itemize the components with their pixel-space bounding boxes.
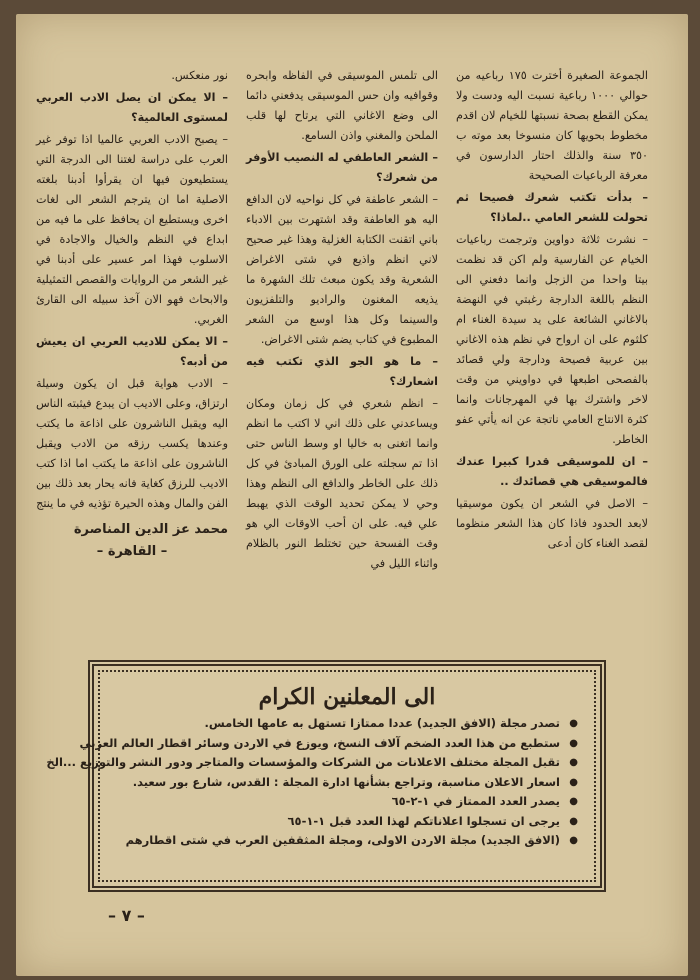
interview-question: – بدأت تكتب شعرك فصيحا ثم تحولت للشعر العامي ..لماذا؟ bbox=[456, 191, 648, 224]
interview-question: – الا يمكن للاديب العربي ان يعيش من أدبه؟ bbox=[36, 335, 228, 368]
notice-list bbox=[46, 714, 594, 851]
notice-item: ● (الافق الجديد) مجلة الاردن الاولى، ومجلة المثقفين العرب في شتى اقطارهم bbox=[112, 831, 578, 851]
notice-item: ● يصدر العدد الممتاز في ١-٢-٦٥ bbox=[112, 792, 578, 812]
notice-inner-border bbox=[46, 670, 596, 882]
article-paragraph: الى تلمس الموسيقى في الفاظه وابحره وقوافيه وان حس الموسيقى يدفعني دائما الى وضع الاغاني التي يرتاح لها قلب الملحن والمغني واذن السامع. bbox=[246, 69, 438, 142]
author-signature: محمد عز الدين المناصرة bbox=[73, 522, 228, 537]
notice-item: ● يرجى ان تسجلوا اعلاناتكم لهذا العدد قبل ١-١-٦٥ bbox=[112, 812, 578, 832]
column-right bbox=[456, 66, 648, 661]
article-paragraph: – نشرت ثلاثة دواوين وترجمت رباعيات الخيام عن الفارسية ولم اكن قد نظمت بيتا واحدا من الزجل وانما دفعني الى النظم باللغة الدارجة رغبتي في النهضة بالاغاني الشائعة على يد سيدة الغناء ام كلثوم على ان ارواح في نظم هذه الاغاني بين عربية فصيحة ودارجة ولي قصائد بالفصحى اطبعها في دواويني من وقت لاخر واشترك بها في المهرجانات وانما كثرة الانتاج العامي ناتجة عن انه يأتي عفو الخاطر. bbox=[456, 233, 648, 446]
column-middle bbox=[246, 66, 438, 661]
notice-item: ● اسعار الاعلان مناسبة، وتراجع بشأنها ادارة المجلة : القدس، شارع بور سعيد. bbox=[112, 773, 578, 793]
article-paragraph: نور منعكس. bbox=[171, 69, 228, 82]
magazine-page bbox=[16, 14, 688, 976]
article-paragraph: – الادب هواية قبل ان يكون وسيلة ارتزاق، وعلى الاديب ان يبدع فيثبته الناس اليه ويقبل الناشرون على اذاعة ما يكتب وعندها يكسب رزقه من الادب ويقبل الناشرون على اذاعة ما يكتب اما اذا كتب الاديب للرزق كغاية فانه يحار بعد ذلك بين الفن والمال وهذه الحيرة تؤذيه في ما ينتج bbox=[36, 377, 228, 510]
notice-item: ● تصدر مجلة (الافق الجديد) عددا ممتازا تستهل به عامها الخامس. bbox=[112, 714, 578, 734]
article-paragraph: – يصبح الادب العربي عالميا اذا توفر غير العرب على دراسة لغتنا الى الدرجة التي يستطيعون فيها ان يقرأوا أدبنا بلغته الاصلية اما ان يترجم الشعر الى لغات اخرى ويستطيع ان يحافظ على ما فيه من ابداع في النظم والخيال والاجادة في الاسلوب فهذا امر عسير على أدبنا في غير الشعر من الروايات والقصص التمثيلية والابحاث فهو الان آخذ سبيله الى القارئ الغربي. bbox=[36, 133, 228, 326]
author-city: – القاهرة – bbox=[96, 544, 168, 559]
interview-question: – ان للموسيقى قدرا كبيرا عندك فالموسيقى هي قصائدك .. bbox=[456, 455, 648, 488]
article-paragraph: – انظم شعري في كل زمان ومكان ويساعدني على ذلك اني لا اكتب ما انظم وانما اتغنى به خاليا او وسط الناس حتى اذا تم سجلته على الورق المبادئ في كل ذلك على الخاطر والدافع الى النظم وهذا وحي لا يمكن تحديد الوقت الذي يهبط علي فيه. على ان أحب الاوقات الي هو وقت الفسحة حين تختلط النور بالظلام واثناء الليل في bbox=[246, 397, 438, 570]
column-left bbox=[36, 66, 228, 661]
notice-item: ● ستطبع من هذا العدد الضخم آلاف النسخ، ويوزع في الاردن وسائر اقطار العالم العربي bbox=[112, 734, 578, 754]
article-paragraph: – الشعر عاطفة في كل نواحيه لان الدافع اليه هو العاطفة وقد اشتهرت بين الادباء باني اتقنت الكتابة الغزلية وهذا غير صحيح لاني انظم واذيع في شتى الاغراض الشعرية وقد يكون مبعث تلك الشهرة ما يذيعه المغنون والراديو والتلفزيون والسينما وكل هذا اوسع من الشعر المطبوع في كتاب يضم شتى الاغراض. bbox=[246, 193, 438, 346]
notice-title: الى المعلنين الكرام bbox=[258, 684, 436, 710]
article-columns bbox=[36, 66, 648, 661]
interview-question: – الا يمكن ان يصل الادب العربي لمستوى العالمية؟ bbox=[36, 91, 228, 124]
advertisers-notice bbox=[46, 660, 606, 892]
notice-item: ● تقبل المجلة مختلف الاعلانات من الشركات والمؤسسات والمتاجر ودور النشر والتوزيع ...الخ bbox=[112, 753, 578, 773]
interview-question: – الشعر العاطفي له النصيب الأوفر من شعرك؟ bbox=[246, 151, 438, 184]
page-number: – ٧ – bbox=[108, 906, 145, 925]
article-paragraph: الجموعة الصغيرة أخترت ١٧٥ رباعيه من حوالي ١٠٠٠ رباعية نسبت اليه ودست ولا يمكن القطع بصحة نسبتها للخيام لان اقدم مخطوط بحويها كان منسوخا بعد موته ب ٣٥٠ سنة والذلك احتار الدارسون في معرفة الرباعيات الصحيحة bbox=[456, 69, 648, 182]
article-paragraph: – الاصل في الشعر ان يكون موسيقيا لابعد الحدود فاذا كان هذا الشعر منظوما لقصد الغناء كان أدعى bbox=[456, 497, 648, 550]
interview-question: – ما هو الجو الذي تكتب فيه اشعارك؟ bbox=[246, 355, 438, 388]
